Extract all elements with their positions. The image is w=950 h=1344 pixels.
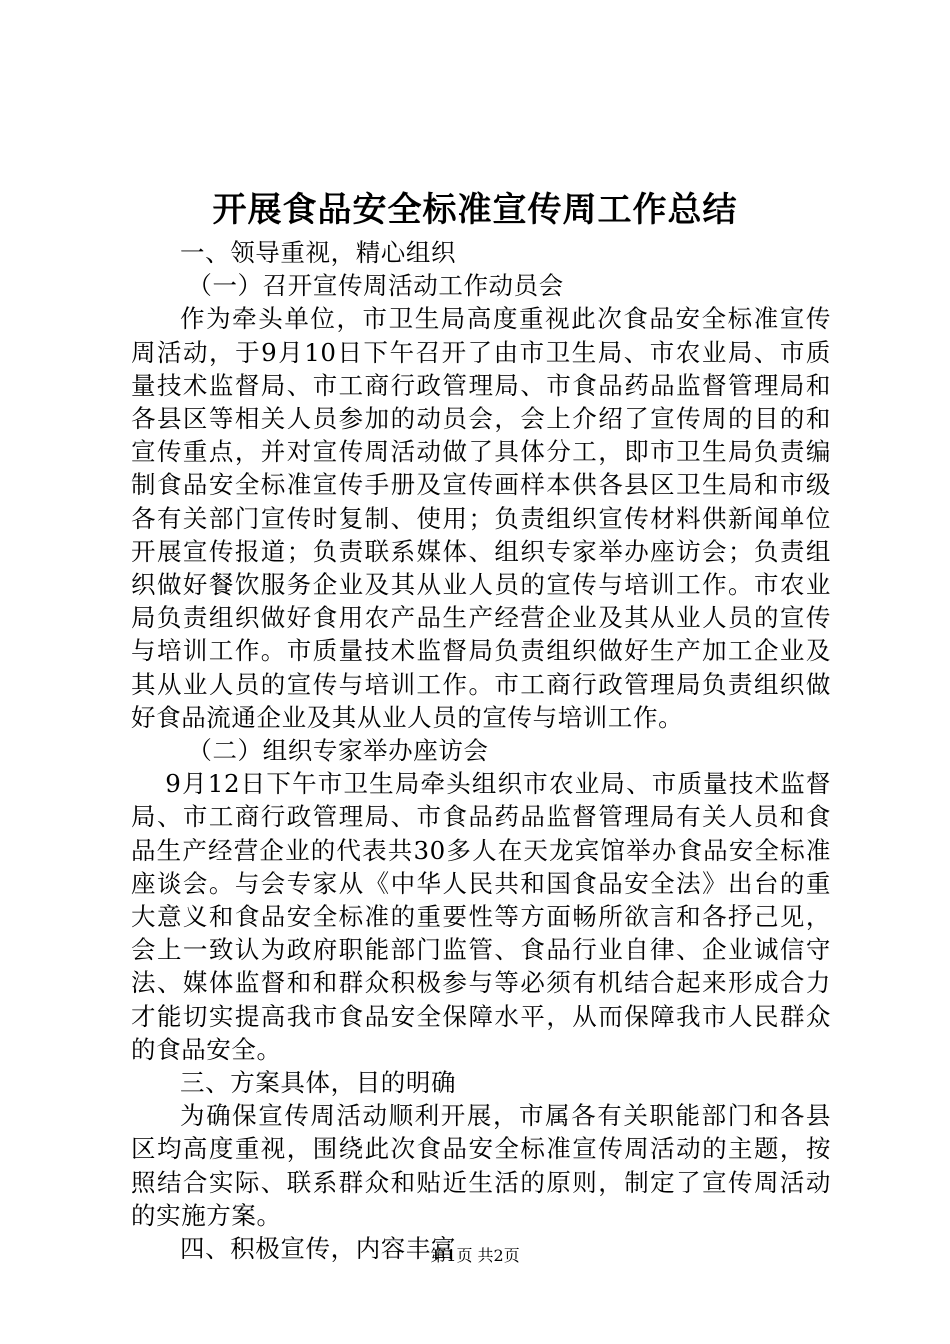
subsection-heading-1: （一）召开宣传周活动工作动员会 (187, 271, 564, 301)
section-heading-3: 三、方案具体，目的明确 (180, 1068, 457, 1098)
paragraph-1: 作为牵头单位，市卫生局高度重视此次食品安全标准宣传周活动，于9月10日下午召开了由市卫生局、市农业局、市质量技术监督局、市工商行政管理局、市食品药品监督管理局和各县区等相关人员参加的动员会，会上介绍了宣传周的目的和宣传重点，并对宣传周活动做了具体分工，即市卫生局负责编制食品安全标准宣传手册及宣传画样本供各县区卫生局和市级各有关部门宣传时复制、使用；负责组织宣传材料供新闻单位开展宣传报道；负责联系媒体、组织专家举办座访会；负责组织做好餐饮服务企业及其从业人员的宣传与培训工作。市农业局负责组织做好食用农产品生产经营企业及其从业人员的宣传与培训工作。市质量技术监督局负责组织做好生产加工企业及其从业人员的宣传与培训工作。市工商行政管理局负责组织做好食品流通企业及其从业人员的宣传与培训工作。 (131, 304, 831, 732)
paragraph-3: 为确保宣传周活动顺利开展，市属各有关职能部门和各县区均高度重视，围绕此次食品安全标准宣传周活动的主题，按照结合实际、联系群众和贴近生活的原则，制定了宣传周活动的实施方案。 (131, 1101, 831, 1230)
subsection-heading-2: （二）组织专家举办座访会 (187, 736, 489, 766)
section-heading-4: 四、积极宣传，内容丰富 (180, 1234, 457, 1264)
paragraph-2: 9月12日下午市卫生局牵头组织市农业局、市质量技术监督局、市工商行政管理局、市食品药品监督管理局有关人员和食品生产经营企业的代表共30多人在天龙宾馆举办食品安全标准座谈会。与会专家从《中华人民共和国食品安全法》出台的重大意义和食品安全标准的重要性等方面畅所欲言和各抒己见，会上一致认为政府职能部门监管、食品行业自律、企业诚信守法、媒体监督和和群众积极参与等必须有机结合起来形成合力才能切实提高我市食品安全保障水平，从而保障我市人民群众的食品安全。 (131, 769, 831, 1064)
document-body (131, 236, 831, 1265)
section-heading-1: 一、领导重视，精心组织 (180, 238, 457, 267)
page-footer: 第1页 共2页 (430, 1246, 520, 1265)
document-title: 开展食品安全标准宣传周工作总结 (212, 190, 738, 230)
